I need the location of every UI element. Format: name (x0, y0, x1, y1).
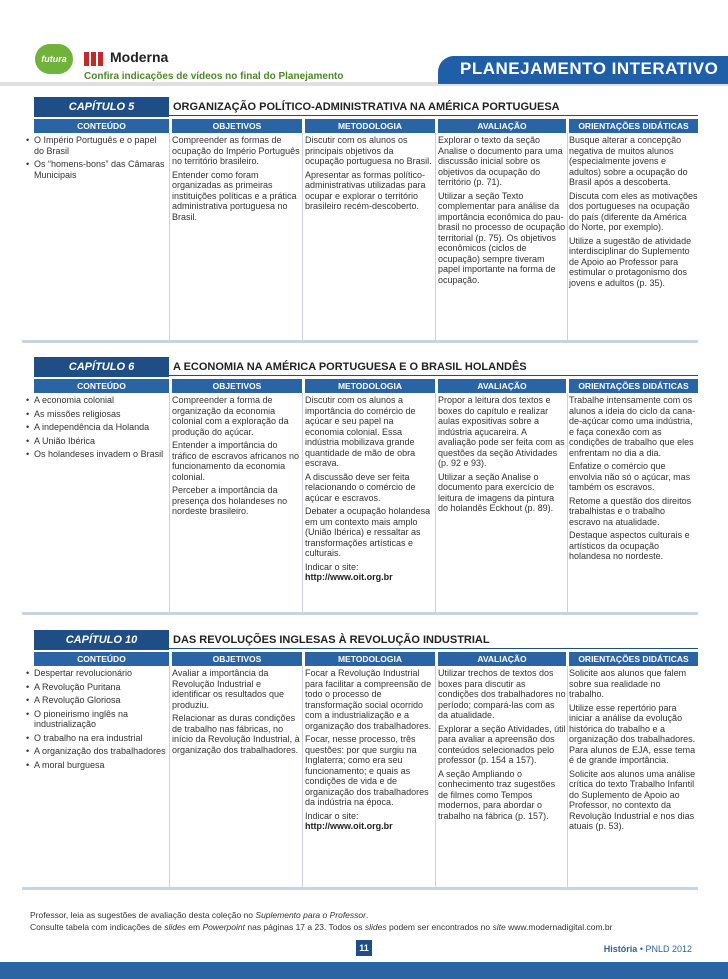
paragraph (305, 811, 433, 822)
paragraph: Solicite aos alunos que falem sobre sua realidade no trabalho. (569, 668, 687, 699)
footnote-em: slides (164, 922, 186, 932)
column-headers (22, 119, 698, 133)
footnote-em: Powerpoint (202, 922, 245, 932)
list-item: • A Revolução Gloriosa (24, 695, 167, 706)
paragraph: Entender a importância do tráfico de escravos africanos no funcionamento da economia colonial. (172, 440, 300, 482)
orientacoes-cell (569, 395, 698, 565)
conteudo-cell (24, 395, 167, 463)
list-item: • A economia colonial (24, 395, 167, 406)
col-metodologia: METODOLOGIA (305, 119, 435, 133)
paragraph: Entender como foram organizadas as primeiras instituições políticas e a prática administrativa portuguesa no Brasil. (172, 169, 297, 222)
avaliacao-cell (438, 135, 566, 288)
footnote-text: . (365, 910, 369, 920)
column-headers (22, 379, 698, 393)
chapter-title: ORGANIZAÇÃO POLÍTICO-ADMINISTRATIVA NA AMÉRICA PORTUGUESA (173, 101, 560, 113)
column-headers (22, 652, 698, 666)
col-metodologia: METODOLOGIA (305, 379, 435, 393)
paragraph: Compreender as formas de ocupação do Império Português no território brasileiro. (172, 135, 300, 166)
title-rule (169, 115, 698, 116)
paragraph: Discuta com eles as motivações dos portugueses na ocupação do país (diferente da América do Norte, por exemplo). (569, 190, 698, 232)
chapter-body (22, 666, 698, 890)
footnote-text: www.modernadigital.com.br (505, 922, 613, 932)
paragraph: Focar, nesse processo, três questões: por que surgiu na Inglaterra; como era seu funcionamento; e quais as condições de vida e de organização dos trabalhadores da indústria na época. (305, 734, 429, 807)
metodologia-cell (305, 395, 433, 586)
paragraph: Solicite aos alunos uma análise crítica do texto Trabalho Infantil do Suplemento de Apoio ao Professor, no contexto da Revolução Industrial e nos dias atuais (p. 53). (569, 768, 696, 831)
site-link[interactable]: http://www.oit.org.br (305, 572, 393, 582)
paragraph: Explorar o texto da seção Analise o documento para uma discussão inicial sobre os objetivos da ocupação do território (p. 71). (438, 135, 563, 187)
chapter-title: DAS REVOLUÇÕES INGLESAS À REVOLUÇÃO INDUSTRIAL (173, 634, 490, 646)
col-metodologia: METODOLOGIA (305, 652, 435, 666)
list-item: • A União Ibérica (24, 436, 167, 447)
list-item: • O trabalho na era industrial (24, 733, 167, 744)
objetivos-cell (172, 668, 300, 758)
col-objetivos: OBJETIVOS (172, 119, 302, 133)
conteudo-cell (24, 668, 167, 773)
paragraph: Apresentar as formas político-administrativas utilizadas para ocupar e explorar o território brasileiro recém-descoberto. (305, 169, 426, 211)
paragraph: Perceber a importância da presença dos holandeses no nordeste brasileiro. (172, 485, 288, 516)
paragraph: Enfatize o comércio que envolvia não só o açúcar, mas também os escravos. (569, 461, 691, 492)
header-subtitle: Confira indicações de vídeos no final do Planejamento (84, 71, 344, 82)
objetivos-cell (172, 135, 300, 225)
header-banner (438, 56, 728, 84)
col-objetivos: OBJETIVOS (172, 652, 302, 666)
metodologia-cell (305, 668, 433, 835)
list-item: • Os “homens-bons” das Câmaras Municipais (24, 159, 167, 180)
footnote-text: nas páginas 17 a 23. Todos os (245, 922, 365, 932)
paragraph: Utilize esse repertório para iniciar a análise da evolução histórica do trabalho e a organização dos trabalhadores. Para alunos de EJA, esse tema é de grande importância. (569, 702, 696, 765)
paragraph (305, 562, 433, 573)
list-item: • A moral burguesa (24, 760, 167, 771)
col-orientacoes: ORIENTAÇÕES DIDÁTICAS (569, 652, 698, 666)
site-label: Indicar o site: (305, 561, 359, 572)
paragraph: Debater a ocupação holandesa em um contexto mais amplo (União Ibérica) e ressaltar as transformações artísticas e culturais. (305, 506, 431, 558)
conteudo-cell (24, 135, 167, 183)
paragraph: Busque alterar a concepção negativa de muitos alunos (especialmente jovens e adultos) sobre a ocupação do Brasil após a descoberta. (569, 135, 688, 187)
site-link[interactable]: http://www.oit.org.br (305, 821, 393, 831)
list-item: • As missões religiosas (24, 409, 167, 420)
list-item: • Despertar revolucionário (24, 668, 167, 679)
chapter-label: CAPÍTULO 10 (34, 630, 169, 650)
paragraph: Propor a leitura dos textos e boxes do capítulo e realizar aulas expositivas sobre a indústria açucareira. A avaliação pode ser feita com as questões da seção Atividades (p. 92 e 93). (438, 395, 565, 468)
paragraph: Discutir com os alunos os principais objetivos da ocupação portuguesa no Brasil. (305, 135, 432, 166)
moderna-logo-icon (84, 52, 106, 66)
title-rule (169, 375, 698, 376)
list-item: • A organização dos trabalhadores (24, 746, 167, 757)
banner-title: PLANEJAMENTO INTERATIVO (460, 59, 719, 78)
paragraph: Utilize a sugestão de atividade interdisciplinar do Suplemento de Apoio ao Professor para estimular o protagonismo dos jovens e adultos (p. 35). (569, 235, 692, 288)
orientacoes-cell (569, 135, 698, 291)
paragraph: Explorar a seção Atividades, útil para avaliar a apreensão dos conteúdos selecionados pelo professor (p. 154 a 157). (438, 723, 566, 765)
title-rule (169, 648, 698, 649)
col-avaliacao: AVALIAÇÃO (438, 119, 566, 133)
col-orientacoes: ORIENTAÇÕES DIDÁTICAS (569, 119, 698, 133)
paragraph: Discutir com os alunos a importância do comércio de açúcar e seu papel na economia colonial. Essa indústria mobilizava grande quantidade de mão de obra escrava. (305, 395, 416, 468)
futura-logo: futura (35, 44, 73, 74)
paragraph: Relacionar as duras condições de trabalho nas fábricas, no início da Revolução Industrial, à organização dos trabalhadores. (172, 713, 300, 755)
paragraph: Avaliar a importância da Revolução Industrial e identificar os resultados que produziu. (172, 668, 285, 710)
chapter-body (22, 133, 698, 343)
footnote-em: slides (364, 922, 387, 932)
footer-subject: História • PNLD 2012 (603, 944, 692, 954)
footnote-text: em (185, 922, 203, 932)
paragraph: Utilizar a seção Texto complementar para análise da importância econômica do pau-brasil no processo de ocupação territorial (p. 75). Os objetivos econômicos (ciclos de ocupação) sempre tiveram papel importante na forma de ocupação. (438, 190, 566, 285)
chapter-title: A ECONOMIA NA AMÉRICA PORTUGUESA E O BRASIL HOLANDÊS (173, 361, 527, 373)
col-objetivos: OBJETIVOS (172, 379, 302, 393)
col-avaliacao: AVALIAÇÃO (438, 652, 566, 666)
footnote-em: site (492, 922, 506, 932)
paragraph: Utilizar trechos de textos dos boxes para discutir as condições dos trabalhadores no período; compará-las com as da atualidade. (438, 668, 566, 720)
list-item: • Os holandeses invadem o Brasil (24, 449, 167, 460)
col-orientacoes: ORIENTAÇÕES DIDÁTICAS (569, 379, 698, 393)
chapter-label: CAPÍTULO 6 (34, 357, 169, 377)
footnote-1 (30, 910, 690, 921)
chapter-6-block (22, 357, 698, 617)
paragraph: Trabalhe intensamente com os alunos a ideia do ciclo da cana-de-açúcar como uma indústria, e faça conexão com as condições de trabalho que eles enfrentam no dia a dia. (569, 395, 696, 458)
site-label: Indicar o site: (305, 810, 359, 821)
paragraph: Utilizar a seção Analise o documento para exercício de leitura de imagens da pintura do holandês Eckhout (p. 89). (438, 471, 555, 513)
subject-label: História (603, 944, 638, 954)
page-number: 11 (356, 940, 372, 956)
footnote-text: Professor, leia as sugestões de avaliação desta coleção no (30, 910, 256, 920)
paragraph: Focar a Revolução Industrial para facilitar a compreensão de todo o processo de transformação social ocorrido com a industrialização e a organização dos trabalhadores. (305, 668, 432, 731)
metodologia-cell (305, 135, 433, 215)
edition-label: PNLD 2012 (645, 944, 692, 954)
list-item: • O Império Português e o papel do Brasil (24, 135, 167, 156)
list-item: • O pioneirismo inglês na industrialização (24, 709, 167, 730)
footer-bar (0, 962, 728, 979)
paragraph: A seção Ampliando o conhecimento traz sugestões de filmes como Tempos modernos, para abordar o trabalho na fábrica (p. 157). (438, 768, 556, 821)
paragraph: Retome a questão dos direitos trabalhistas e o trabalho escravo na atualidade. (569, 495, 692, 527)
paragraph: Compreender a forma de organização da economia colonial com a exploração da produção do açúcar. (172, 395, 289, 437)
footnote-em: Suplemento para o Professor (255, 910, 366, 920)
footnote-2 (30, 922, 690, 933)
chapter-label: CAPÍTULO 5 (34, 97, 169, 117)
footnote-text: podem ser encontrados no (386, 922, 493, 932)
avaliacao-cell (438, 395, 566, 517)
col-avaliacao: AVALIAÇÃO (438, 379, 566, 393)
paragraph: Destaque aspectos culturais e artísticos da ocupação holandesa no nordeste. (569, 530, 690, 561)
avaliacao-cell (438, 668, 566, 824)
objetivos-cell (172, 395, 300, 520)
page-header (0, 0, 728, 90)
col-conteudo: CONTEÚDO (34, 652, 169, 666)
orientacoes-cell (569, 668, 698, 835)
chapter-10-block (22, 630, 698, 892)
col-conteudo: CONTEÚDO (34, 119, 169, 133)
brand-name: Moderna (110, 49, 169, 65)
chapter-5-block (22, 97, 698, 345)
list-item: • A independência da Holanda (24, 422, 167, 433)
chapter-body (22, 393, 698, 615)
list-item: • A Revolução Puritana (24, 682, 167, 693)
paragraph: A discussão deve ser feita relacionando o comércio de açúcar e escravos. (305, 471, 416, 503)
footnote-text: Consulte tabela com indicações de (30, 922, 165, 932)
col-conteudo: CONTEÚDO (34, 379, 169, 393)
